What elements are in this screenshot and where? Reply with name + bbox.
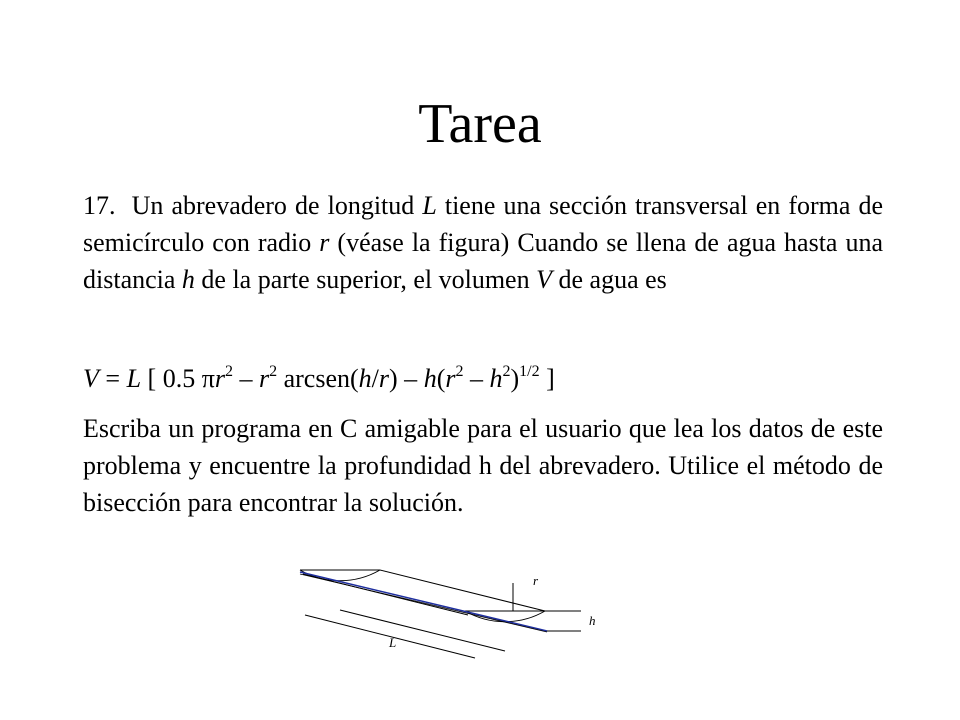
label-r: r bbox=[533, 573, 539, 588]
slide-title: Tarea bbox=[418, 93, 542, 155]
task-text: Escriba un programa en C amigable para el usuario que lea los datos de este problema y encuentre la profundidad h del abrevadero. Utilice el método de bisección para encontrar la solución. bbox=[83, 414, 883, 517]
var-V: V bbox=[536, 265, 552, 294]
intro-text-2: tiene una sección transversal en forma de semicírculo con radio bbox=[83, 191, 884, 257]
label-h: h bbox=[589, 613, 596, 628]
var-L: L bbox=[422, 191, 437, 220]
problem-statement bbox=[83, 187, 883, 298]
intro-text-5: de agua es bbox=[558, 265, 667, 294]
intro-text-3: (véase la figura) Cuando se llena de agua hasta una distancia bbox=[83, 228, 884, 294]
volume-formula: V = L [ 0.5 $\pi r^2 - r^2$ arcsen(h/r) – $h(r^2 - h^2)^{1/2}$ ] bbox=[83, 363, 555, 393]
intro-text-1: Un abrevadero de longitud bbox=[131, 191, 415, 220]
trough-top-edge bbox=[380, 570, 545, 611]
var-h: h bbox=[181, 265, 195, 294]
right-end-semicircle bbox=[465, 611, 545, 622]
trough-figure bbox=[285, 548, 605, 718]
problem-number: 17. bbox=[83, 191, 116, 220]
intro-text-4: de la parte superior, el volumen bbox=[201, 265, 530, 294]
var-r: r bbox=[319, 228, 330, 257]
label-L: L bbox=[389, 635, 397, 650]
